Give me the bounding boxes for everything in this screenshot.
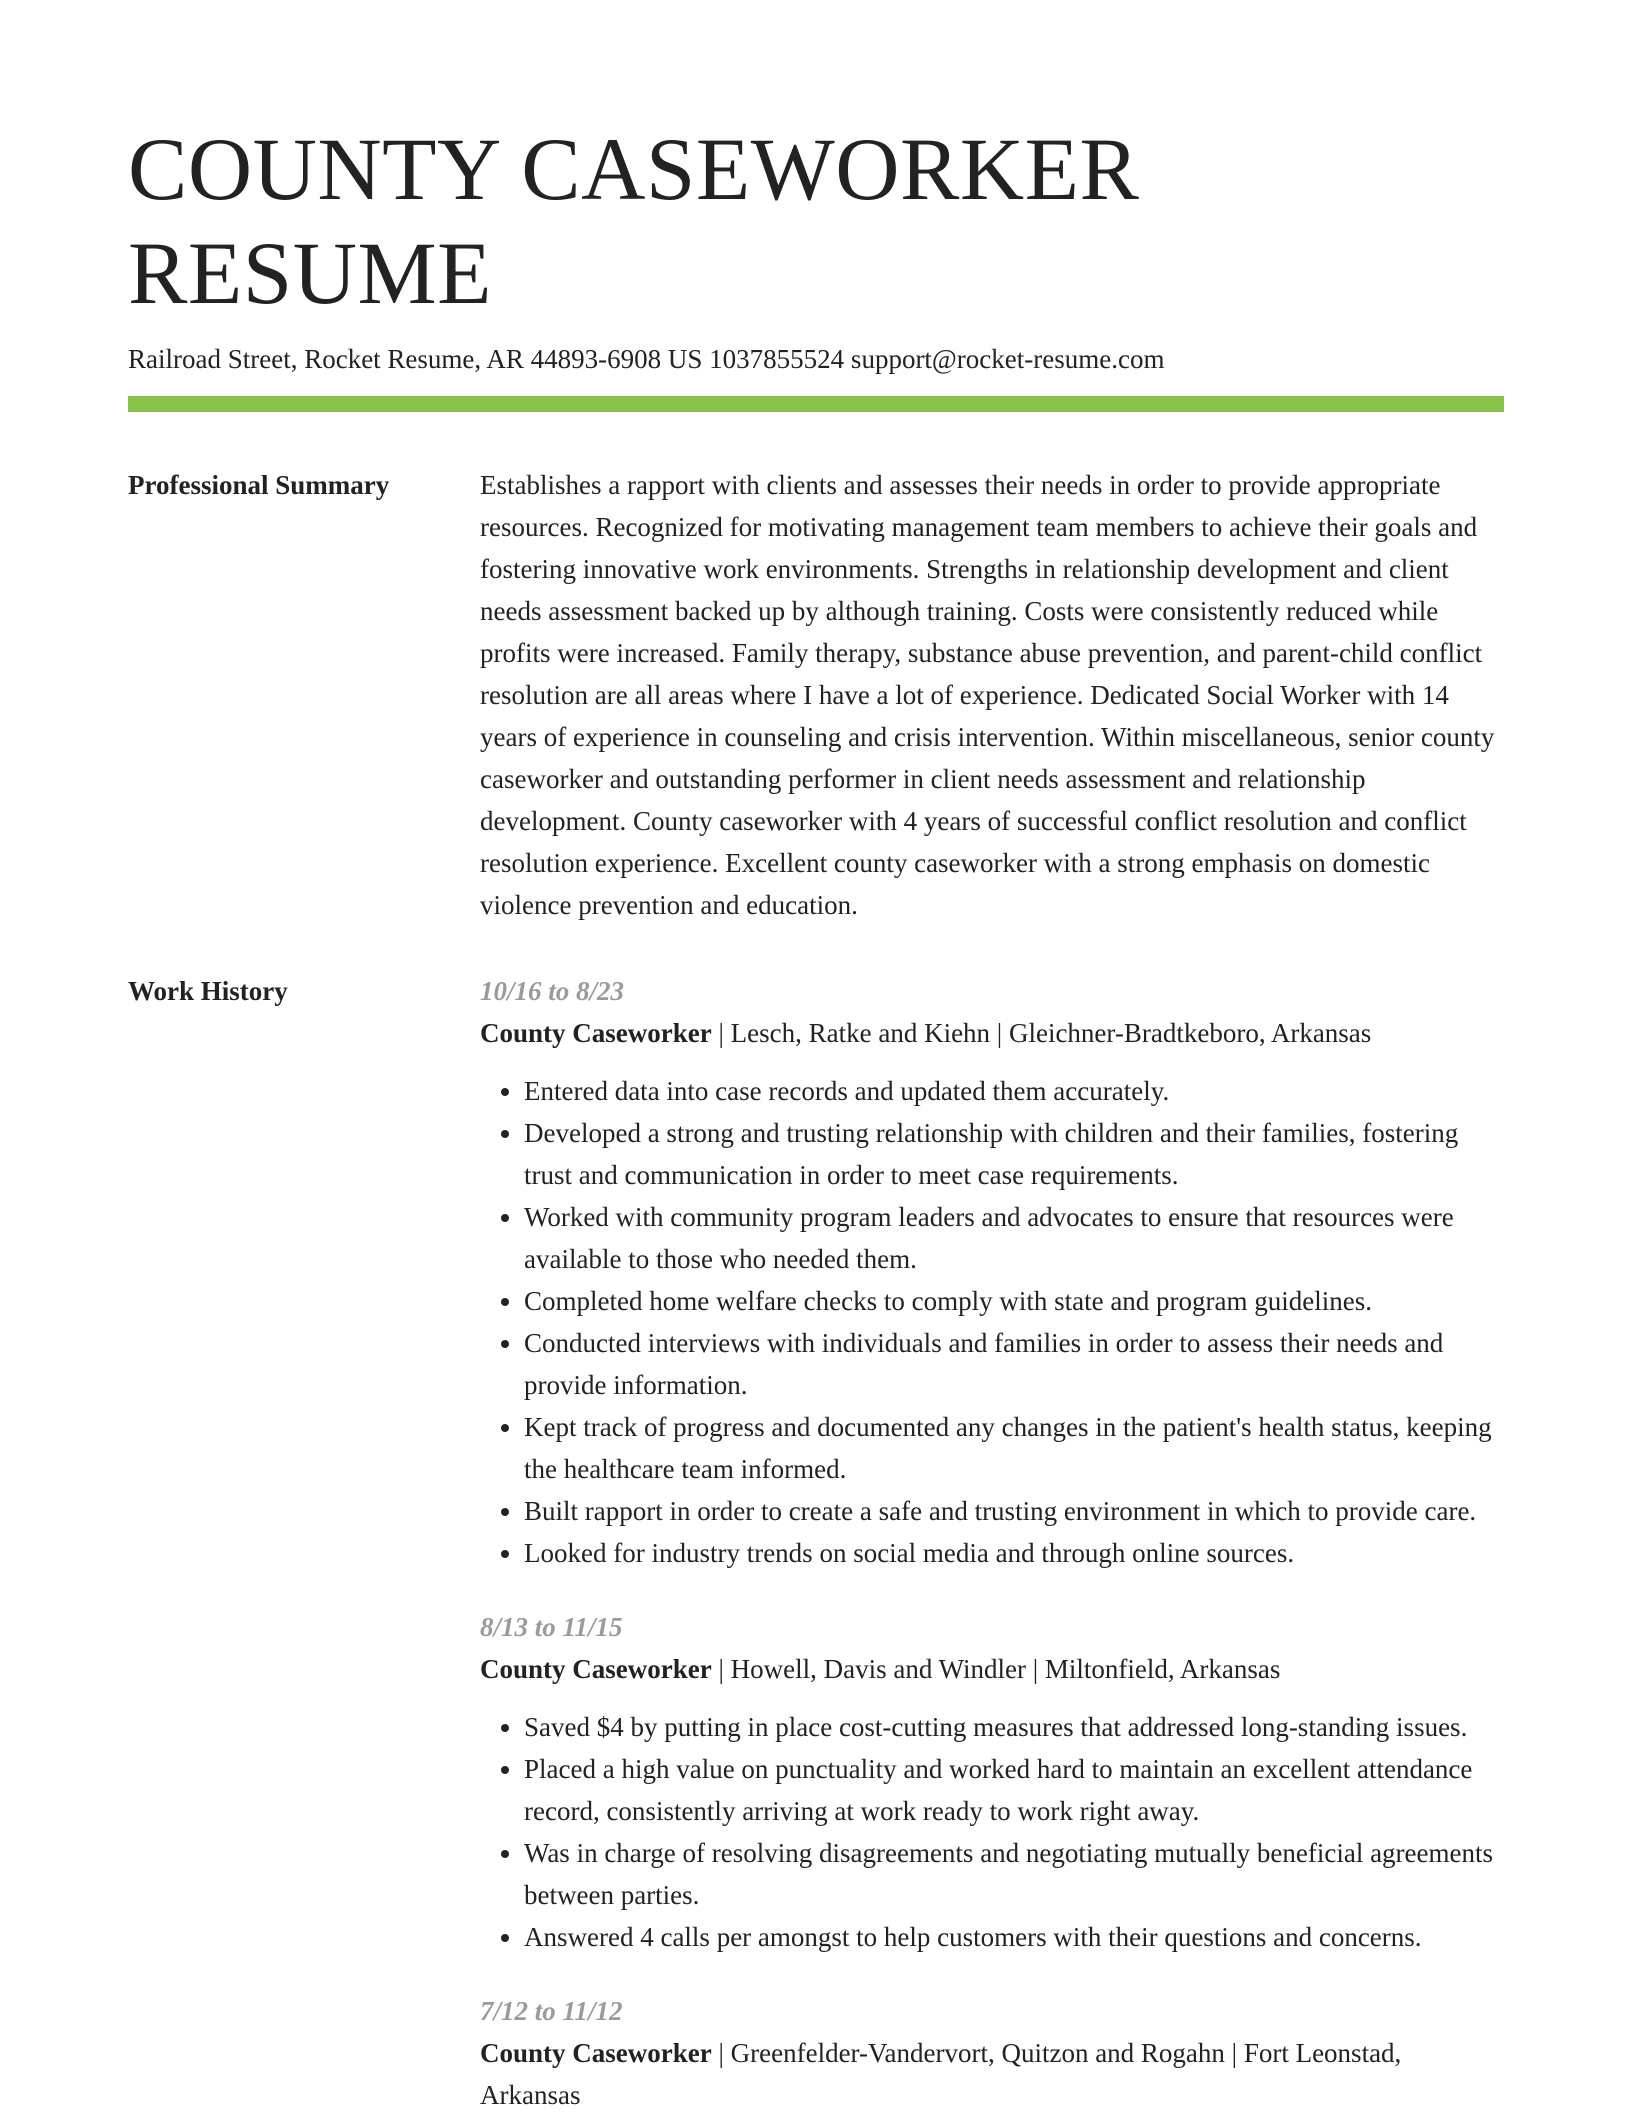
job-dates: 10/16 to 8/23 <box>480 976 625 1006</box>
summary-text: Establishes a rapport with clients and assesses their needs in order to provide appropriate resources. Recognized for motivating management team members to achieve their goals and fostering innovative work environments. Strengths in relationship development and client needs assessment backed up by although training. Costs were consistently reduced while profits were increased. Family therapy, substance abuse prevention, and parent-child conflict resolution are all areas where I have a lot of experience. Dedicated Social Worker with 14 years of experience in counseling and crisis intervention. Within miscellaneous, senior county caseworker and outstanding performer in client needs assessment and relationship development. County caseworker with 4 years of successful conflict resolution and conflict resolution experience. Excellent county caseworker with a strong emphasis on domestic violence prevention and education. <box>480 470 1495 920</box>
job-duty-item: • Entered data into case records and updated them accurately. <box>524 1070 1504 1112</box>
summary-label: Professional Summary <box>128 470 390 500</box>
job-entry <box>480 1990 1504 2112</box>
job-entry <box>480 970 1504 1574</box>
job-heading <box>480 2032 1504 2112</box>
job-heading <box>480 1648 1504 1690</box>
job-title: County Caseworker <box>480 1654 712 1684</box>
job-duty-item: • Worked with community program leaders and advocates to ensure that resources were available to those who needed them. <box>524 1196 1504 1280</box>
job-duty-item: • Answered 4 calls per amongst to help customers with their questions and concerns. <box>524 1916 1504 1958</box>
job-heading <box>480 1012 1504 1054</box>
job-duty-item: • Saved $4 by putting in place cost-cutting measures that addressed long-standing issues. <box>524 1706 1504 1748</box>
job-dates: 7/12 to 11/12 <box>480 1996 623 2026</box>
job-employer-location: | Lesch, Ratke and Kiehn | Gleichner-Bradtkeboro, Arkansas <box>711 1018 1372 1048</box>
job-employer-location: | Greenfelder-Vandervort, Quitzon and Rogahn | Fort Leonstad, Arkansas <box>480 2038 1402 2110</box>
job-duty-item: • Conducted interviews with individuals and families in order to assess their needs and provide information. <box>524 1322 1504 1406</box>
job-employer-location: | Howell, Davis and Windler | Miltonfield, Arkansas <box>711 1654 1281 1684</box>
job-entry <box>480 1606 1504 1958</box>
job-duty-item: • Looked for industry trends on social media and through online sources. <box>524 1532 1504 1574</box>
job-title: County Caseworker <box>480 1018 712 1048</box>
job-duty-item: • Was in charge of resolving disagreements and negotiating mutually beneficial agreements between parties. <box>524 1832 1504 1916</box>
job-duty-item: • Built rapport in order to create a safe and trusting environment in which to provide care. <box>524 1490 1504 1532</box>
job-list <box>480 970 1504 2112</box>
work-history-label: Work History <box>128 976 288 1006</box>
job-duties-list <box>480 1706 1504 1958</box>
accent-divider <box>128 396 1504 412</box>
job-title: County Caseworker <box>480 2038 712 2068</box>
job-duty-item: • Kept track of progress and documented any changes in the patient's health status, keeping the healthcare team informed. <box>524 1406 1504 1490</box>
job-duty-item: • Completed home welfare checks to comply with state and program guidelines. <box>524 1280 1504 1322</box>
job-duty-item: • Developed a strong and trusting relationship with children and their families, fostering trust and communication in order to meet case requirements. <box>524 1112 1504 1196</box>
contact-line: Railroad Street, Rocket Resume, AR 44893-6908 US 1037855524 support@rocket-resume.com <box>128 344 1165 374</box>
job-duties-list <box>480 1070 1504 1574</box>
work-history-section <box>128 970 1504 2112</box>
job-duty-item: • Placed a high value on punctuality and worked hard to maintain an excellent attendance record, consistently arriving at work ready to work right away. <box>524 1748 1504 1832</box>
summary-section <box>128 464 1504 926</box>
resume-title: COUNTY CASEWORKER RESUME <box>128 121 1140 323</box>
job-dates: 8/13 to 11/15 <box>480 1612 623 1642</box>
